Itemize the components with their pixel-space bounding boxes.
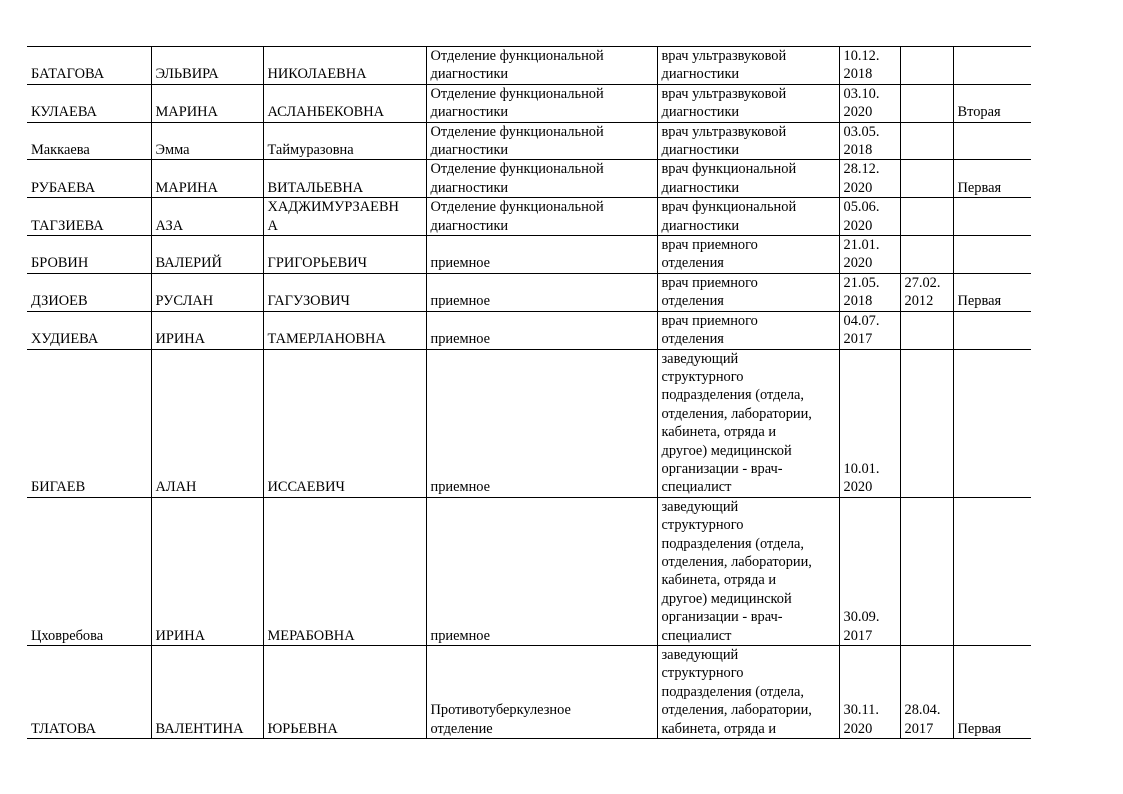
date1-cell: 21.05. 2018 bbox=[839, 273, 900, 311]
patronymic-cell: МЕРАБОВНА bbox=[263, 497, 426, 645]
department-cell: Отделение функциональной диагностики bbox=[426, 198, 657, 236]
name-cell: ЭЛЬВИРА bbox=[151, 47, 263, 85]
patronymic-cell: АСЛАНБЕКОВНА bbox=[263, 84, 426, 122]
name-cell: Эмма bbox=[151, 122, 263, 160]
department-cell: Отделение функциональной диагностики bbox=[426, 160, 657, 198]
table-row bbox=[27, 273, 1031, 311]
surname-cell: Цховребова bbox=[27, 497, 151, 645]
surname-cell: ДЗИОЕВ bbox=[27, 273, 151, 311]
position-cell: врач приемного отделения bbox=[657, 273, 839, 311]
date2-cell bbox=[900, 198, 953, 236]
table-row bbox=[27, 311, 1031, 349]
staff-table-body bbox=[27, 47, 1031, 739]
date2-cell bbox=[900, 349, 953, 497]
department-cell: приемное bbox=[426, 273, 657, 311]
department-cell: Отделение функциональной диагностики bbox=[426, 122, 657, 160]
surname-cell: ХУДИЕВА bbox=[27, 311, 151, 349]
name-cell: МАРИНА bbox=[151, 84, 263, 122]
table-row bbox=[27, 84, 1031, 122]
date1-cell: 10.01. 2020 bbox=[839, 349, 900, 497]
name-cell: АЗА bbox=[151, 198, 263, 236]
position-cell: врач ультразвуковой диагностики bbox=[657, 122, 839, 160]
position-cell: заведующий структурного подразделения (отдела, отделения, лаборатории, кабинета, отряда и другое) медицинской организации - врач- специалист bbox=[657, 349, 839, 497]
surname-cell: КУЛАЕВА bbox=[27, 84, 151, 122]
name-cell: ИРИНА bbox=[151, 497, 263, 645]
category-cell: Первая bbox=[953, 646, 1031, 739]
date2-cell: 28.04. 2017 bbox=[900, 646, 953, 739]
surname-cell: ТЛАТОВА bbox=[27, 646, 151, 739]
staff-table bbox=[27, 46, 1031, 739]
category-cell bbox=[953, 349, 1031, 497]
date1-cell: 05.06. 2020 bbox=[839, 198, 900, 236]
position-cell: врач приемного отделения bbox=[657, 236, 839, 274]
table-row bbox=[27, 497, 1031, 645]
category-cell bbox=[953, 122, 1031, 160]
name-cell: ВАЛЕРИЙ bbox=[151, 236, 263, 274]
department-cell: приемное bbox=[426, 311, 657, 349]
department-cell: приемное bbox=[426, 349, 657, 497]
position-cell: заведующий структурного подразделения (отдела, отделения, лаборатории, кабинета, отряда и другое) медицинской организации - врач- специалист bbox=[657, 497, 839, 645]
category-cell bbox=[953, 236, 1031, 274]
date2-cell: 27.02. 2012 bbox=[900, 273, 953, 311]
date1-cell: 21.01. 2020 bbox=[839, 236, 900, 274]
name-cell: ВАЛЕНТИНА bbox=[151, 646, 263, 739]
name-cell: РУСЛАН bbox=[151, 273, 263, 311]
surname-cell: ТАГЗИЕВА bbox=[27, 198, 151, 236]
date2-cell bbox=[900, 497, 953, 645]
department-cell: Противотуберкулезное отделение bbox=[426, 646, 657, 739]
category-cell: Вторая bbox=[953, 84, 1031, 122]
table-row bbox=[27, 349, 1031, 497]
table-row bbox=[27, 160, 1031, 198]
department-cell: Отделение функциональной диагностики bbox=[426, 47, 657, 85]
date1-cell: 10.12. 2018 bbox=[839, 47, 900, 85]
category-cell bbox=[953, 311, 1031, 349]
patronymic-cell: ЮРЬЕВНА bbox=[263, 646, 426, 739]
date2-cell bbox=[900, 311, 953, 349]
department-cell: Отделение функциональной диагностики bbox=[426, 84, 657, 122]
date1-cell: 04.07. 2017 bbox=[839, 311, 900, 349]
position-cell: врач ультразвуковой диагностики bbox=[657, 84, 839, 122]
surname-cell: РУБАЕВА bbox=[27, 160, 151, 198]
department-cell: приемное bbox=[426, 497, 657, 645]
category-cell bbox=[953, 198, 1031, 236]
date2-cell bbox=[900, 160, 953, 198]
table-row bbox=[27, 47, 1031, 85]
date2-cell bbox=[900, 84, 953, 122]
patronymic-cell: Таймуразовна bbox=[263, 122, 426, 160]
date1-cell: 03.05. 2018 bbox=[839, 122, 900, 160]
position-cell: врач функциональной диагностики bbox=[657, 160, 839, 198]
category-cell bbox=[953, 47, 1031, 85]
patronymic-cell: ГАГУЗОВИЧ bbox=[263, 273, 426, 311]
name-cell: АЛАН bbox=[151, 349, 263, 497]
position-cell: заведующий структурного подразделения (отдела, отделения, лаборатории, кабинета, отряда и bbox=[657, 646, 839, 739]
surname-cell: БАТАГОВА bbox=[27, 47, 151, 85]
name-cell: МАРИНА bbox=[151, 160, 263, 198]
table-row bbox=[27, 122, 1031, 160]
surname-cell: Маккаева bbox=[27, 122, 151, 160]
date1-cell: 28.12. 2020 bbox=[839, 160, 900, 198]
date2-cell bbox=[900, 47, 953, 85]
table-row bbox=[27, 198, 1031, 236]
category-cell bbox=[953, 497, 1031, 645]
date1-cell: 30.09. 2017 bbox=[839, 497, 900, 645]
position-cell: врач функциональной диагностики bbox=[657, 198, 839, 236]
department-cell: приемное bbox=[426, 236, 657, 274]
date1-cell: 03.10. 2020 bbox=[839, 84, 900, 122]
surname-cell: БРОВИН bbox=[27, 236, 151, 274]
surname-cell: БИГАЕВ bbox=[27, 349, 151, 497]
patronymic-cell: ИССАЕВИЧ bbox=[263, 349, 426, 497]
table-row bbox=[27, 646, 1031, 739]
position-cell: врач ультразвуковой диагностики bbox=[657, 47, 839, 85]
patronymic-cell: НИКОЛАЕВНА bbox=[263, 47, 426, 85]
category-cell: Первая bbox=[953, 160, 1031, 198]
category-cell: Первая bbox=[953, 273, 1031, 311]
date2-cell bbox=[900, 122, 953, 160]
name-cell: ИРИНА bbox=[151, 311, 263, 349]
date1-cell: 30.11. 2020 bbox=[839, 646, 900, 739]
patronymic-cell: ВИТАЛЬЕВНА bbox=[263, 160, 426, 198]
patronymic-cell: ТАМЕРЛАНОВНА bbox=[263, 311, 426, 349]
patronymic-cell: ГРИГОРЬЕВИЧ bbox=[263, 236, 426, 274]
position-cell: врач приемного отделения bbox=[657, 311, 839, 349]
date2-cell bbox=[900, 236, 953, 274]
patronymic-cell: ХАДЖИМУРЗАЕВН А bbox=[263, 198, 426, 236]
table-row bbox=[27, 236, 1031, 274]
